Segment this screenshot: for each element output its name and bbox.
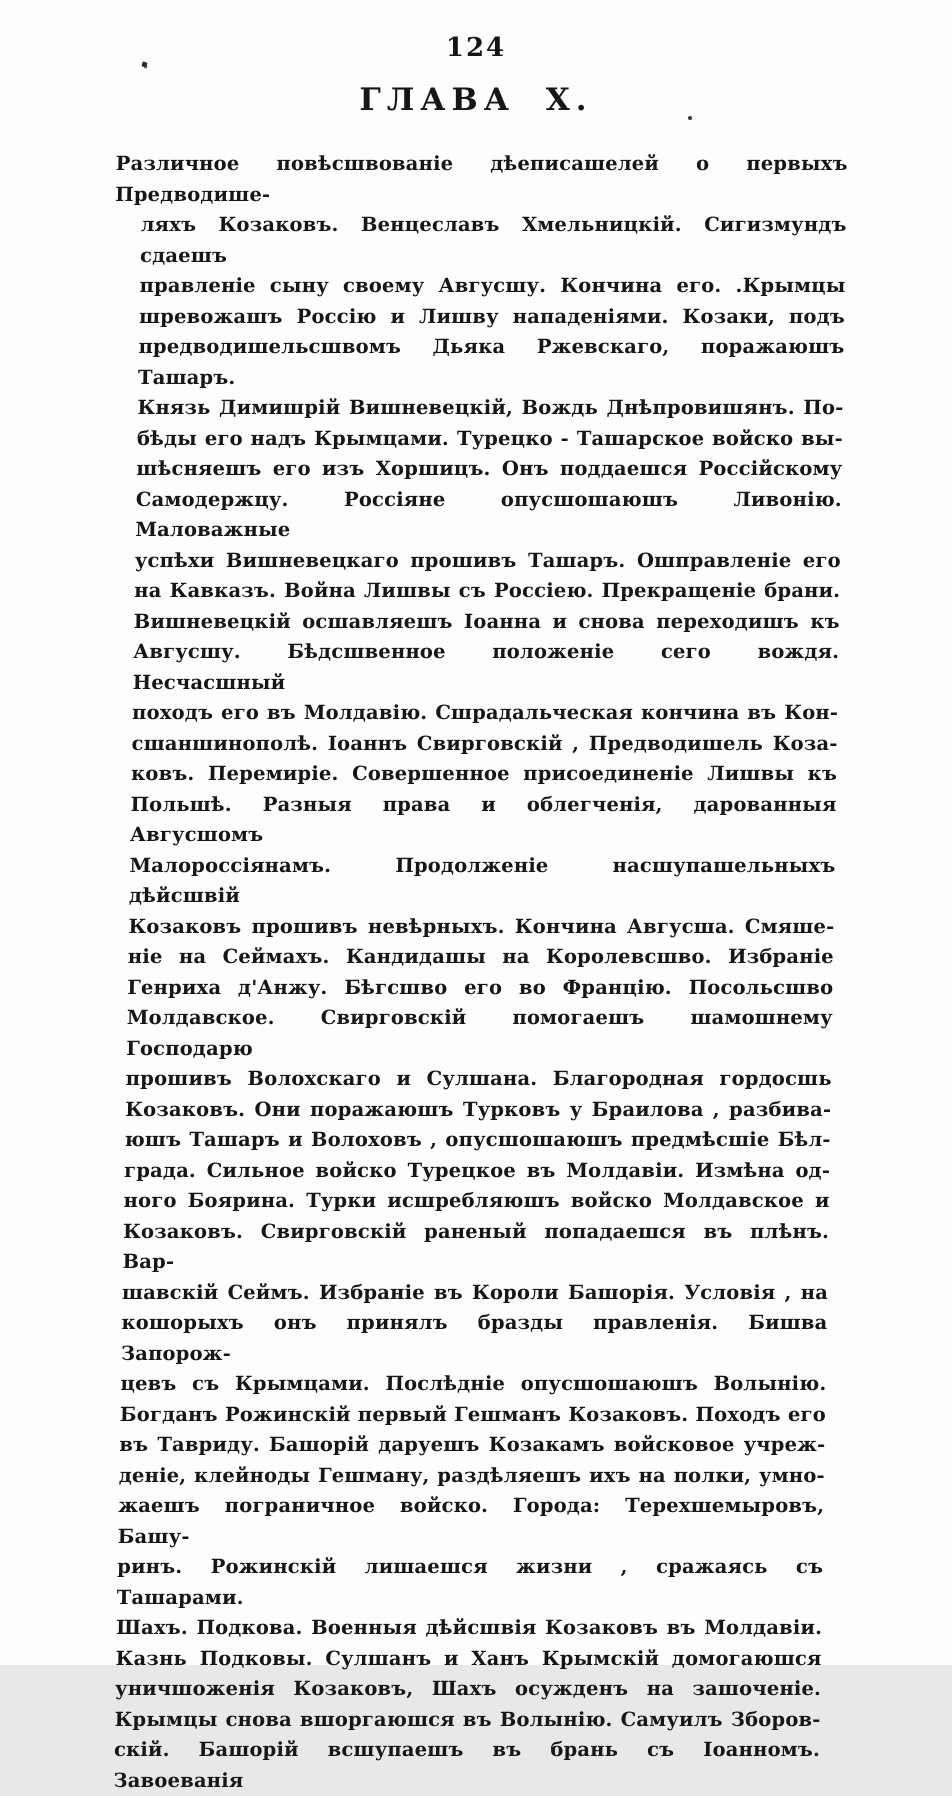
- synopsis-text-line: жаешъ пограничное войско. Города: Терехшемыровъ, Башу-: [117, 1494, 825, 1548]
- synopsis-text-line: града. Сильное войско Турецкое въ Молдавіи. Измѣна од-: [123, 1158, 831, 1182]
- synopsis-text-line: Польшѣ. Разныя права и облегченія, дарованныя Авгусшомъ: [129, 792, 837, 846]
- synopsis-text-line: кошорыхъ онъ принялъ бразды правленія. Бишва Запорож-: [120, 1311, 828, 1365]
- synopsis-text-line: ринъ. Рожинскій лишаешся жизни , сражаясь съ Ташарами.: [116, 1555, 824, 1609]
- synopsis-text-line: успѣхи Вишневецкаго прошивъ Ташаръ. Ошправленіе его: [134, 548, 842, 572]
- synopsis-text-line: Казнь Подковы. Сулшанъ и Ханъ Крымскій домогаюшся: [115, 1646, 822, 1670]
- synopsis-text-line: Генриха д'Анжу. Бѣгсшво его во Францію. Посольсшво: [127, 975, 834, 999]
- synopsis-text-line: ніе на Сеймахъ. Кандидашы на Королевсшво. Избраніе: [127, 945, 835, 968]
- synopsis-text-line: Крымцы снова вшоргаюшся въ Волынію. Самуилъ Зборов-: [114, 1707, 821, 1731]
- synopsis-text-line: предводишельсшвомъ Дьяка Ржевскаго, поражаюшъ Ташаръ.: [137, 335, 845, 389]
- synopsis-text-line: ного Боярина. Турки исшребляюшъ войско Молдавское и: [123, 1189, 830, 1212]
- synopsis-text-line: правленіе сыну своему Авгусшу. Кончина его. .Крымцы: [139, 274, 846, 297]
- synopsis-text-line: Козаковъ. Свирговскій раненый попадаешся въ плѣнъ. Вар-: [122, 1219, 830, 1273]
- synopsis-text-line: Князь Димишрій Вишневецкій, Вождь Днѣпровишянъ. По-: [137, 396, 844, 419]
- synopsis-text-line: въ Тавриду. Башорій даруешъ Козакамъ войсковое учреж-: [119, 1433, 826, 1456]
- synopsis-text-line: Козаковъ прошивъ невѣрныхъ. Кончина Авгусша. Смяше-: [128, 914, 835, 938]
- synopsis-text-line: уничшоженія Козаковъ, Шахъ осужденъ на зашоченіе.: [114, 1677, 822, 1700]
- synopsis-text-line: Богданъ Рожинскій первый Гешманъ Козаковъ. Походъ его: [119, 1402, 827, 1426]
- synopsis-text-line: бѣды его надъ Крымцами. Турецко - Ташарское войско вы-: [136, 426, 844, 450]
- synopsis-text-line: сшаншинополѣ. Іоаннъ Свирговскій , Предводишель Коза-: [131, 731, 838, 755]
- synopsis-text-line: Авгусшу. Бѣдсшвенное положеніе сего вождя. Несчасшный: [132, 640, 840, 694]
- synopsis-text-line: ляхъ Козаковъ. Венцеславъ Хмельницкій. Сигизмундъ сдаешъ: [139, 213, 847, 267]
- synopsis-text-line: ковъ. Перемиріе. Совершенное присоединеніе Лишвы къ: [130, 762, 838, 785]
- chapter-heading: ГЛАВА X.: [359, 82, 593, 118]
- synopsis-text-line: походъ его въ Молдавію. Сшрадальческая кончина въ Кон-: [131, 701, 839, 724]
- synopsis-text-line: скій. Башорій всшупаешъ въ брань съ Іоанномъ. Завоеванія: [113, 1738, 821, 1792]
- scan-speck-icon: [688, 116, 692, 120]
- synopsis-text-line: шѣсняешъ его изъ Хоршицъ. Онъ поддаешся Россійскому: [136, 457, 843, 480]
- synopsis-text-line: шавскій Сеймъ. Избраніе въ Короли Башорія. Условія , на: [121, 1280, 829, 1304]
- synopsis-text-line: юшъ Ташаръ и Волоховъ , опусшошаюшъ предмѣсшіе Бѣл-: [124, 1128, 831, 1151]
- synopsis-text-line: Молдавское. Свирговскій помогаешъ шамошнему Господарю: [126, 1006, 834, 1060]
- synopsis-text-line: Вишневецкій осшавляешъ Іоанна и снова переходишъ къ: [133, 609, 840, 633]
- synopsis-text-line: прошивъ Волохскаго и Сулшана. Благородная гордосшь: [125, 1067, 832, 1090]
- synopsis-text-line: на Кавказъ. Война Лишвы съ Россіею. Прекращеніе брани.: [134, 579, 841, 602]
- page-number: 124: [445, 33, 507, 63]
- synopsis-text-line: Различное повѣсшвованіе дѣеписашелей о первыхъ Предводише-: [115, 152, 848, 206]
- synopsis-text-line: Козаковъ. Они поражаюшъ Турковъ у Браилова , разбива-: [125, 1097, 832, 1121]
- synopsis-text-line: цевъ съ Крымцами. Послѣдніе опусшошаюшъ Волынію.: [120, 1372, 827, 1395]
- synopsis-text-line: Самодержцу. Россіяне опусшошаюшъ Ливонію. Маловажные: [135, 487, 843, 541]
- scan-speck-icon: [141, 61, 147, 67]
- synopsis-text-line: шревожашъ Россію и Лишву нападеніями. Козаки, подъ: [138, 304, 846, 328]
- synopsis-text-line: Малороссіянамъ. Продолженіе насшупашельныхъ дѣйсшвій: [128, 853, 836, 907]
- synopsis-text-line: Шахъ. Подкова. Военныя дѣйсшвія Козаковъ въ Молдавіи.: [115, 1616, 823, 1639]
- chapter-synopsis: [113, 149, 848, 1796]
- synopsis-text-line: деніе, клейноды Гешману, раздѣляешъ ихъ на полки, умно-: [118, 1463, 826, 1487]
